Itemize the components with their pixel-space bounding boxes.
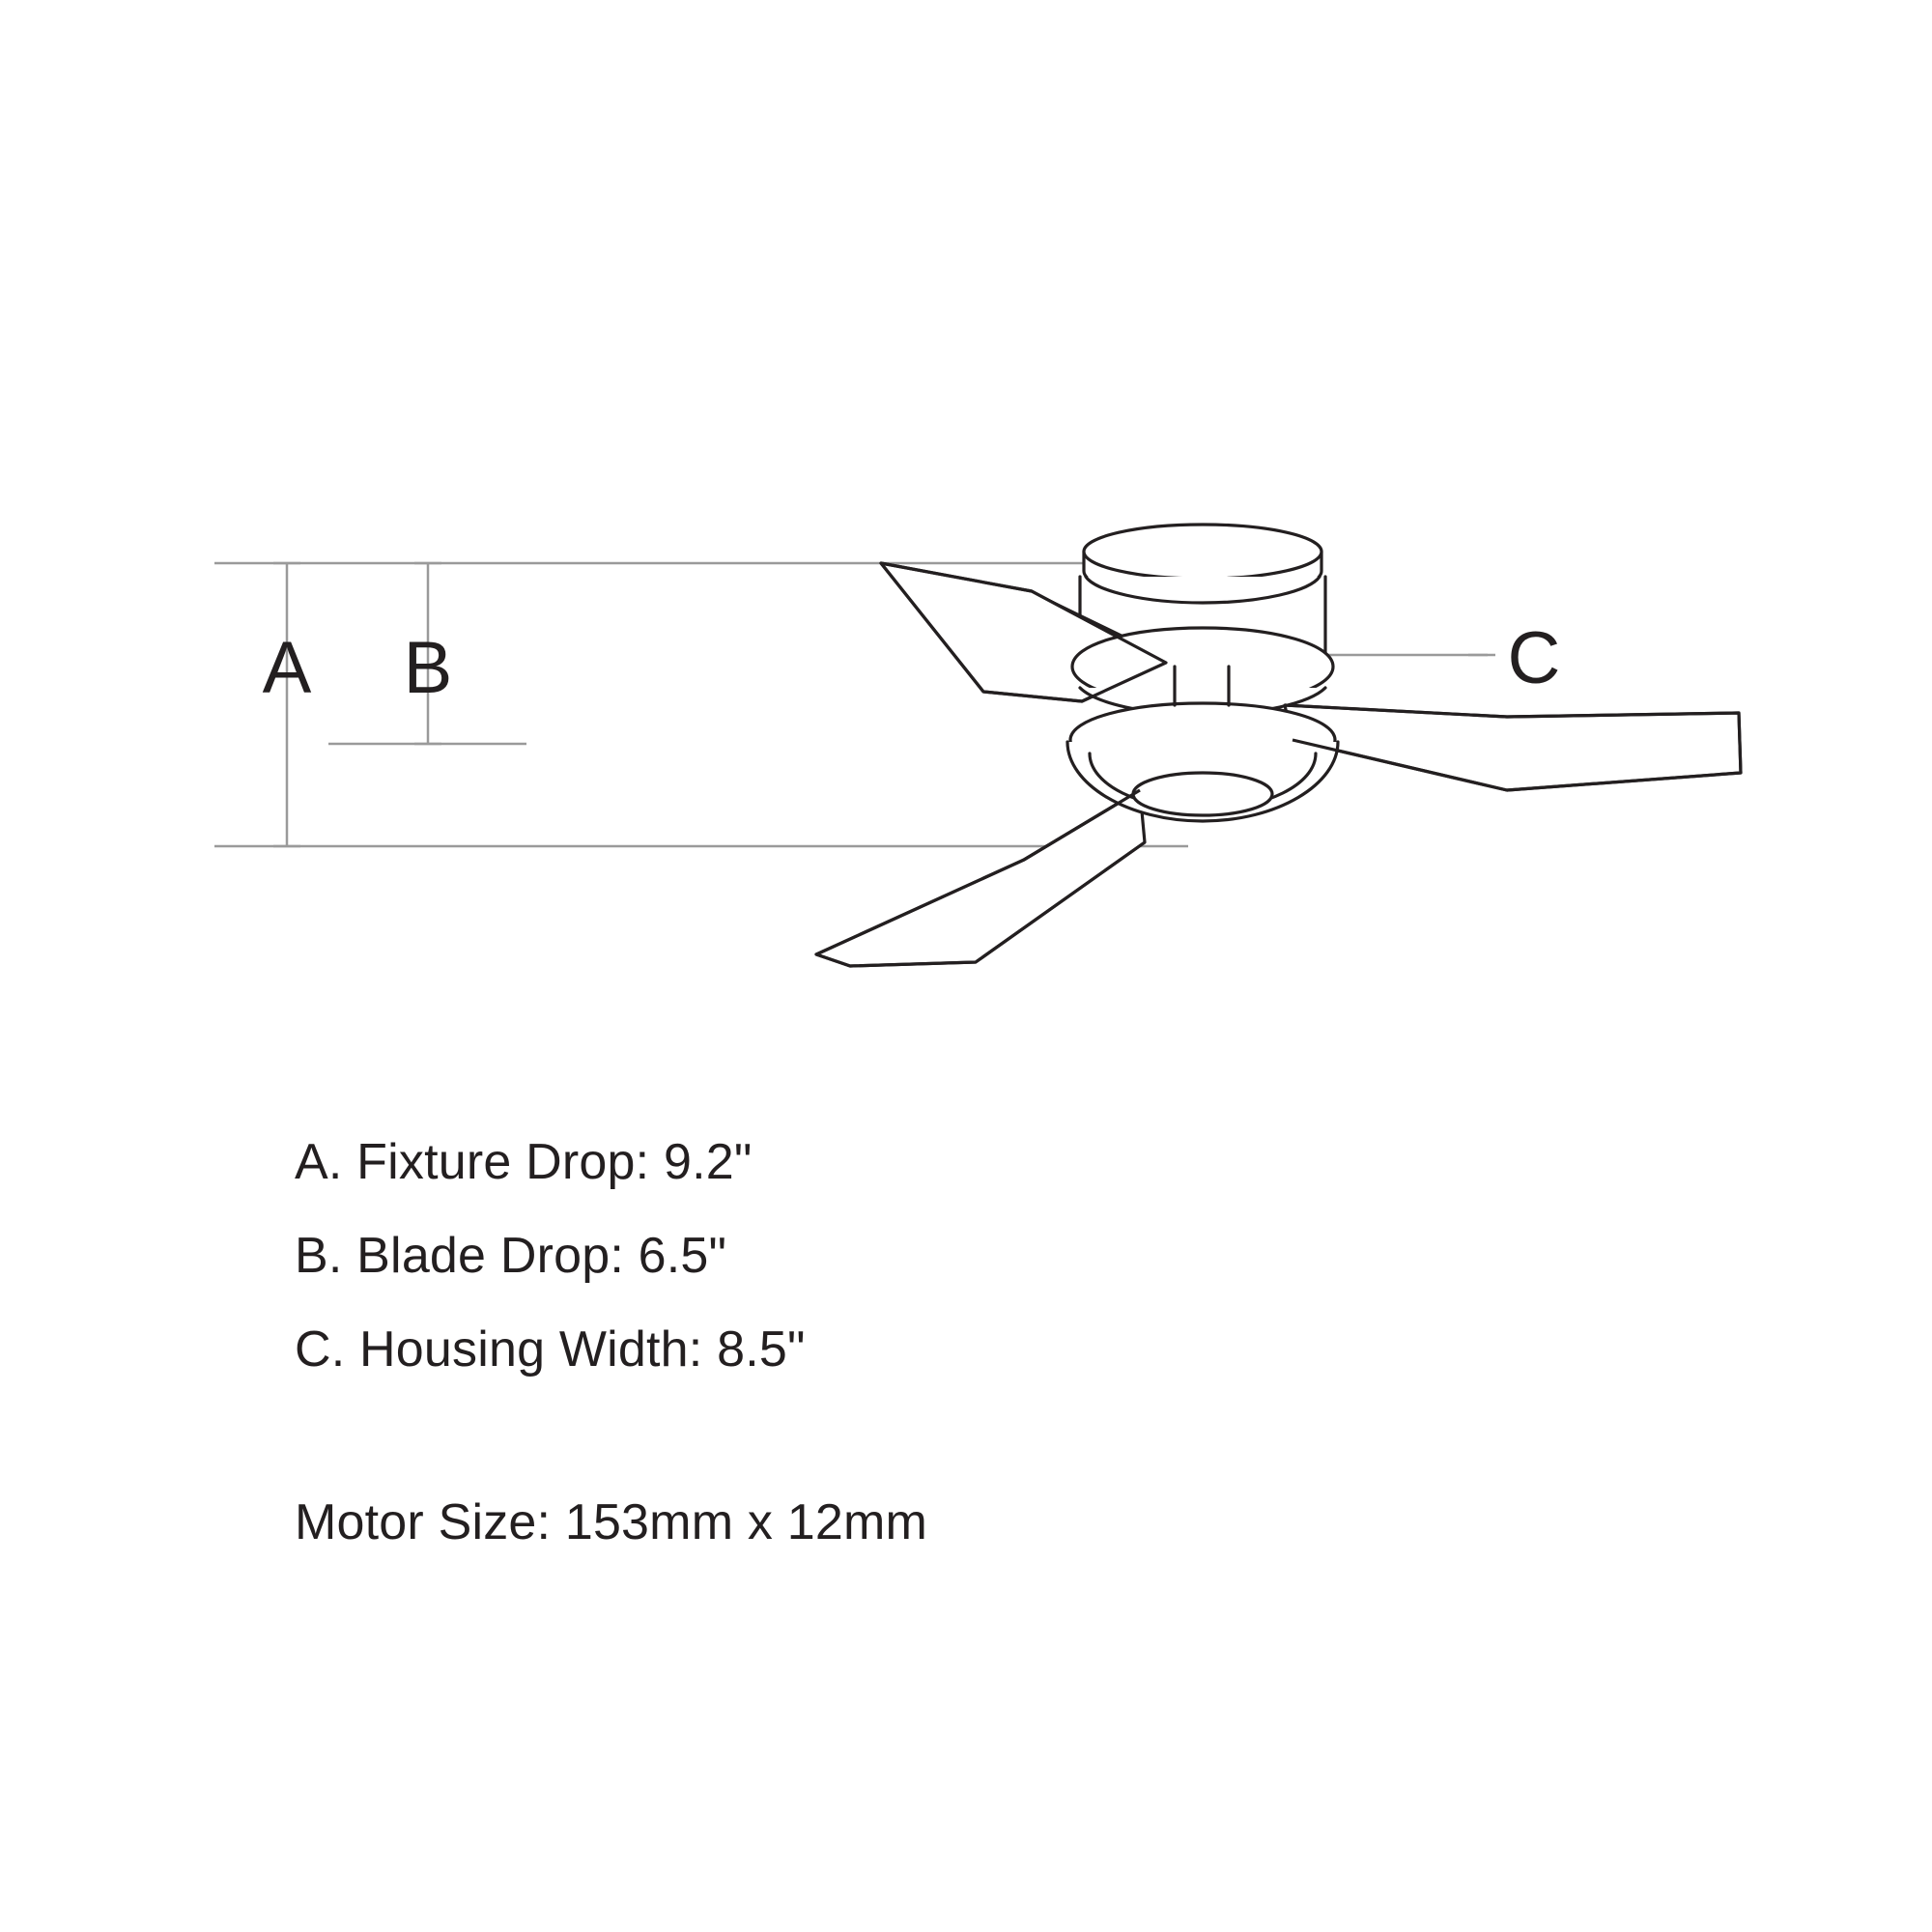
spacer (295, 1397, 1550, 1476)
dimension-label-c: C (1507, 617, 1561, 699)
spec-fixture-drop: A. Fixture Drop: 9.2" (295, 1134, 753, 1190)
specification-list (295, 1116, 1550, 1570)
spec-housing-width: C. Housing Width: 8.5" (295, 1321, 806, 1378)
dimension-label-b: B (403, 627, 453, 709)
spec-blade-drop: B. Blade Drop: 6.5" (295, 1228, 727, 1284)
fan-body (816, 525, 1741, 966)
spec-motor-size: Motor Size: 153mm x 12mm (295, 1494, 927, 1550)
dimension-label-a: A (262, 627, 312, 709)
